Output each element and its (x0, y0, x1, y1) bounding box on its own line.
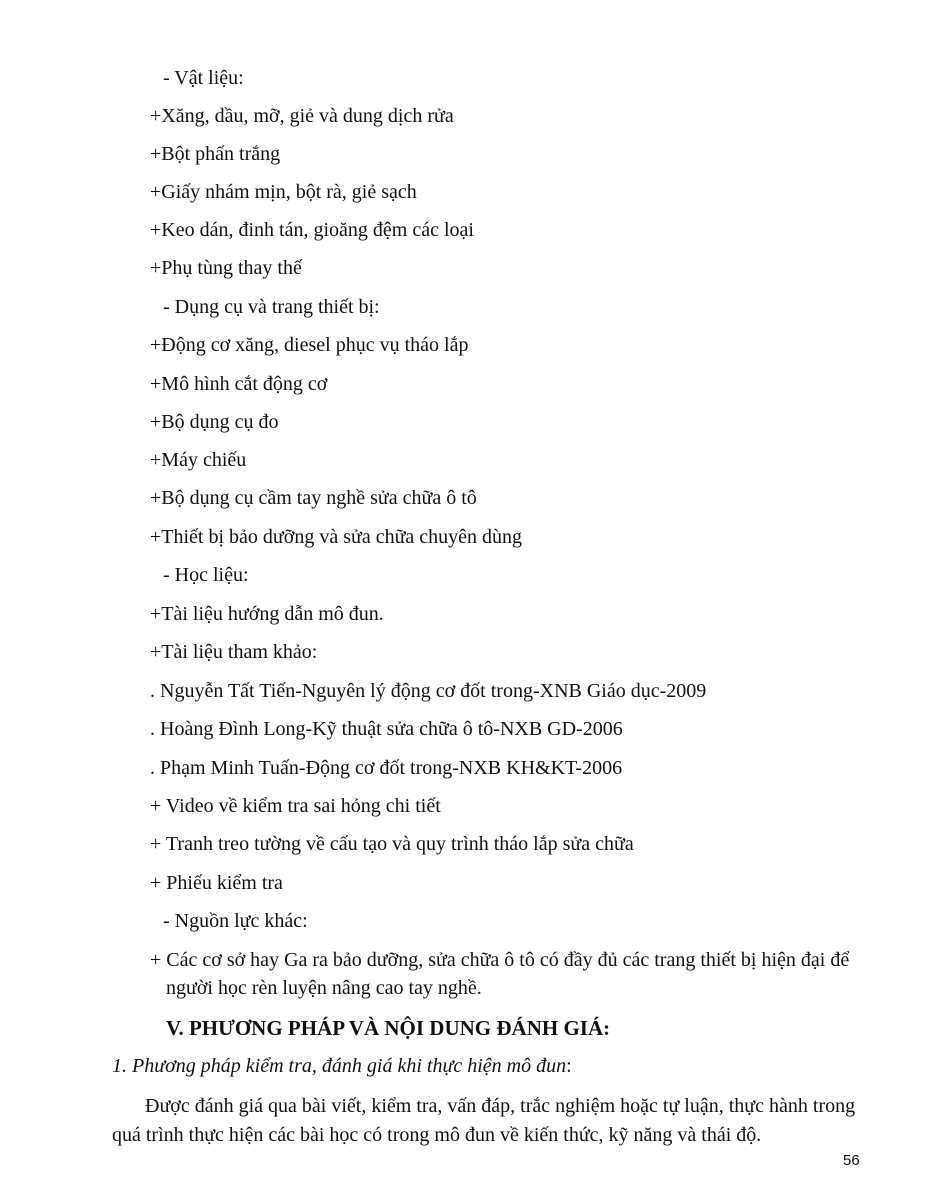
list-line: - Nguồn lực khác: (163, 910, 308, 932)
list-line: +Bột phấn trắng (150, 143, 281, 165)
section-heading: V. PHƯƠNG PHÁP VÀ NỘI DUNG ĐÁNH GIÁ: (166, 1016, 611, 1040)
list-line: +Tài liệu tham khảo: (150, 641, 318, 663)
list-line: +Thiết bị bảo dưỡng và sửa chữa chuyên dùng (150, 526, 523, 548)
list-line: . Hoàng Đình Long-Kỹ thuật sửa chữa ô tô-NXB GD-2006 (150, 718, 623, 740)
subheading-colon: : (566, 1055, 572, 1077)
list-line: +Bộ dụng cụ cầm tay nghề sửa chữa ô tô (150, 487, 477, 509)
subheading (112, 1054, 572, 1078)
list-line: +Động cơ xăng, diesel phục vụ tháo lắp (150, 334, 469, 356)
list-line: +Keo dán, đinh tán, gioăng đệm các loại (150, 219, 474, 241)
list-line: + Video về kiểm tra sai hỏng chi tiết (150, 795, 441, 817)
list-line: người học rèn luyện nâng cao tay nghề. (166, 977, 482, 999)
list-line: +Xăng, dầu, mỡ, giẻ và dung dịch rửa (150, 105, 454, 127)
paragraph-line: Được đánh giá qua bài viết, kiểm tra, vấn đáp, trắc nghiệm hoặc tự luận, thực hành trong (145, 1095, 856, 1117)
list-line: +Phụ tùng thay thế (150, 257, 302, 279)
list-line: . Phạm Minh Tuấn-Động cơ đốt trong-NXB KH&KT-2006 (150, 757, 623, 779)
paragraph-line: quá trình thực hiện các bài học có trong mô đun về kiến thức, kỹ năng và thái độ. (112, 1124, 762, 1146)
list-line: +Tài liệu hướng dẫn mô đun. (150, 603, 384, 625)
page-number: 56 (843, 1152, 860, 1169)
list-line: +Giấy nhám mịn, bột rà, giẻ sạch (150, 181, 417, 203)
list-line: +Máy chiếu (150, 449, 247, 471)
list-line: +Mô hình cắt động cơ (150, 373, 328, 395)
subheading-text: 1. Phương pháp kiểm tra, đánh giá khi thực hiện mô đun (112, 1055, 567, 1077)
list-line: +Bộ dụng cụ đo (150, 411, 279, 433)
list-line: + Các cơ sở hay Ga ra bảo dưỡng, sửa chữa ô tô có đầy đủ các trang thiết bị hiện đại để (150, 949, 850, 971)
list-line: - Vật liệu: (163, 67, 244, 89)
list-line: + Phiếu kiểm tra (150, 872, 283, 894)
list-line: + Tranh treo tường về cấu tạo và quy trình tháo lắp sửa chữa (150, 833, 634, 855)
list-line: - Dụng cụ và trang thiết bị: (163, 296, 380, 318)
list-line: - Học liệu: (163, 564, 249, 586)
list-line: . Nguyễn Tất Tiến-Nguyên lý động cơ đốt trong-XNB Giáo dục-2009 (150, 680, 707, 702)
